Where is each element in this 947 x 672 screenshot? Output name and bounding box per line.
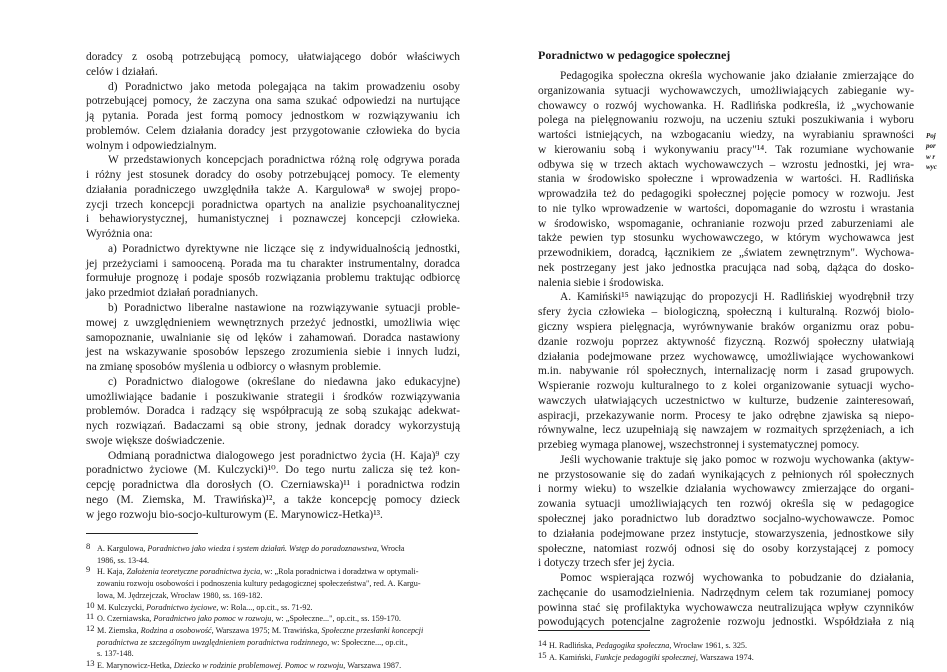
text-line: i dotyczy trzech sfer jej życia. [538,557,675,570]
text-line: zowania sytuacji umożliwiających ten rozwój określa się w pedagogice [538,498,914,511]
footnote-number: 12 [86,622,95,633]
footnote-text: , w: Społeczne..., op.cit., [327,637,408,647]
text-line: polega na pielęgnowaniu rozwoju, na uczeniu sztuki poszukiwania i wyboru [538,114,914,127]
footnote-title: Poradnictwo życiowe [146,602,217,612]
footnote-text: O. Czerniawska, [97,614,154,624]
text-line: w środowisko, wspomaganie, ochranianie rozwoju przed zaburzeniami ale [538,217,914,230]
footnote-text: M. Ziemska, [97,625,141,635]
footnote-title: Poradnictwo jako wiedza i system działań. Wstęp do poradoznawstwa [147,544,377,553]
footnote-text: , w: „Rola poradnictwa i doradztwa w optymali- [260,567,419,577]
footnote-text: zowaniu rozwoju osobowości i podnoszenia kultury pedagogicznej społeczeństwa", red. A. Kargu- [97,579,421,589]
text-line: wprowadziła też do pedagogiki społecznej pojęcie pomocy w rozwoju. Jest [538,188,914,201]
text-line: równywalne, lecz uzupełniają się nawzajem w rozmaitych sprzężeniach, a ich [538,424,914,437]
text-line: jej przeżyciami i samooceną. Porada ma tu charakter instrumentalny, doradca [86,257,460,270]
text-line: to nie tylko wprowadzenie w wartości, dopomaganie do wzrostu i wrastania [538,202,914,215]
footnote-text: A. Kamiński, [549,652,595,662]
text-line: W przedstawionych koncepcjach poradnictwa różną rolę odgrywa porada [108,154,460,167]
footnote-text: , Warszawa 1975; M. Trawińska, [211,625,322,635]
footnote-line [86,599,466,614]
footnote-line [538,640,918,652]
text-line: b) Poradnictwo liberalne nastawione na rozwiązywanie sytuacji proble- [108,302,460,315]
footnote-title: Funkcje pedagogiki społecznej [594,652,696,662]
text-line: ją pytania. Porada jest formą pomocy jednostkom w rozwiązywaniu ich [86,110,460,123]
text-line: wawczych ułatwiających uczestnictwo w kulturze, budzenie zainteresowań, [538,394,914,407]
footnote-number: 9 [86,564,91,575]
text-line: celów i działań. [86,65,158,78]
right-page-body-text [538,69,914,630]
text-line: i behawiorystycznej, humanistycznej i poznawczej koncepcji człowieka. [86,213,460,226]
footnote-line [86,566,466,578]
text-line: ne przystosowanie się do zadań wynikających z pełnionych ról społecznych [538,468,914,481]
footnote-line [86,555,466,567]
footnote-title: Rodzina a osobowość [140,625,212,635]
text-line: działania poradniczego uwzględniła także A. Kargulowa⁸ w swojej propo- [86,183,460,196]
text-line: poradnictwo życiowe (M. Kulczycki)¹⁰. Do tego nurtu zalicza się też kon- [86,464,460,477]
margin-note-line: por [926,142,936,151]
text-line: nek postrzegany jest jako jednostka pracująca nad sobą, dążąca do dosko- [538,261,914,274]
footnote-text: E. Marynowicz-Hetka, [97,661,174,671]
text-line: powinna stać się profilaktyka wychowawcza neutralizująca wpływ czynników [538,601,914,614]
text-line: formułuje prognozę i podaje sposób rozwiązania problemu traktując odbiorcę [86,272,460,285]
footnote-text: , Wrocław 1961, s. 325. [669,641,748,650]
footnote-text: 1986, ss. 13-44. [97,555,150,565]
footnote-title: Pedagogika społeczna [595,641,670,650]
footnote-number: 8 [86,541,91,551]
text-line: wolnym i odpowiedzialnym. [86,139,217,152]
text-line: problemów. Doradca i radzący się współpracują ze sobą szukając adekwat- [86,405,460,418]
text-line: odbywa się w trzech aktach wychowawczych – wzrostu jednostki, jej wra- [538,158,914,171]
right-page-footnotes [538,640,918,663]
footnote-text: s. 137-148. [97,649,134,659]
text-line: m.in. nabywanie ról społecznych, internalizację norm i zasad grupowych. [538,365,914,378]
text-line: Wspieranie rozwoju kulturalnego to z kolei organizowanie sytuacji wycho- [538,380,914,393]
text-line: jest na wskazywanie sposobów lepszego zrozumienia siebie i innych ludzi, [86,346,460,359]
text-line: i normy wieku) to wszelkie działania wychowawcy zmierzające do organi- [538,483,914,496]
text-line: społecznej jako poradnictwo lub doradztwo socjalno-wychowawcze. Pomoc [538,512,914,525]
margin-note-line: w r [926,152,936,161]
text-line: a) Poradnictwo dyrektywne nie liczące się z indywidualnością jednostki, [108,242,460,255]
text-line: na zmianę sposobów myślenia u odbiorcy o własnym problemie. [86,361,382,374]
text-line: dzanie rozwoju poprzez aktywność fizyczną. Rozwój społeczny ułatwiają [538,335,914,348]
footnote-line [86,613,466,625]
text-line: c) Poradnictwo dialogowe (określane do niedawna jako edukacyjne) [108,375,460,388]
text-line: powodujących potencjalne zagrożenie rozwoju jednostki. Współdziała z nią [538,616,914,629]
text-line: w jego rozwoju bio-socjo-kulturowym (E. Marynowicz-Hetka)¹³. [86,508,383,521]
footnote-text: M. Kulczycki, [97,602,147,612]
text-line: umożliwiające badanie i poszukiwanie strategii i środków rozwiązywania [86,390,460,403]
text-line: stania w środowisko społeczne i wprowadzenia w wartości. H. Radlińska [538,173,914,186]
text-line: społeczne, natomiast rozwój odnosi się do osoby korzystającej z pomocy [538,542,914,555]
text-line: to działania podejmowane przez instytucje, stowarzyszenia, jednostkowe siły [538,527,914,540]
text-line: A. Kamiński¹⁵ nawiązując do propozycji H. Radlińskiej wyodrębnił trzy [560,291,914,304]
text-line: sfery życia człowieka – biologiczną, społeczną i kulturalną. Rozwój biolo- [538,306,914,319]
footnote-number: 13 [86,658,95,669]
footnote-line [86,590,466,602]
text-line: Jeśli wychowanie traktuje się jako pomoc w rozwoju wychowanka (aktyw- [560,453,914,466]
text-line: nych rozwiązań. Badaczami są obie strony, jednak doradcy wykorzystują [86,420,460,433]
text-line: przebieg wymaga planowej, wszechstronnej i systematycznej pomocy. [538,439,860,452]
text-line: swoje większe doświadczenie. [86,434,225,447]
text-line: potrzebującej pomocy, że zaczyna ona sama szukać odpowiedzi na nurtujące [86,95,460,108]
text-line: problemów. Celem działania doradcy jest przygotowanie człowieka do bycia [86,124,460,137]
text-line: organizowania sytuacji wychowawczych, umożliwiających zabieganie wy- [538,84,914,97]
footnote-text: , Warszawa 1987. [343,661,402,671]
text-line: d) Poradnictwo jako metoda polegająca na takim prowadzeniu osoby [108,80,460,93]
footnote-text: , Wrocła [376,544,405,553]
text-line: wartości istniejących, na wzbogacaniu wiedzy, na wyrabianiu sprawności [538,129,914,142]
footnote-line [86,578,466,590]
text-line: aspiracji, przekazywanie norm. Procesy te jako odrębne zjawiska są niepo- [538,409,914,422]
footnote-title: Dziecko w rodzinie problemowej. Pomoc w rozwoju [173,661,344,671]
footnote-text: lowa, M. Jędrzejczak, Wrocław 1980, ss. 169-182. [97,590,263,600]
footnote-line [86,622,466,637]
text-line: Pedagogika społeczna określa wychowanie jako działanie zmierzające do [560,70,914,82]
text-line: i różny jest stosunek doradcy do osoby potrzebującej pomocy. Te elementy [86,169,460,182]
footnote-line [86,637,466,649]
text-line: działania podejmowane przez wychowawcę, umożliwiające wychowankowi [538,350,914,363]
text-line: nego (M. Ziemska, M. Trawińska)¹², a także koncepcję pomocy dzieck [86,493,460,506]
footnote-text: , Warszawa 1974. [695,652,754,662]
text-line: Wyróżnia ona: [86,228,153,241]
footnote-divider [86,533,198,534]
text-line: przewodnikiem, doradcą, łącznikiem ze „światem zewnętrznym". Wychowa- [538,247,914,260]
footnote-divider [538,630,650,631]
text-line: doradcy z osobą potrzebującą pomocy, ułatwiającego dobór właściwych [86,51,460,63]
text-line: cepcję poradnictwa dla dorosłych (O. Czerniawska)¹¹ i poradnictwa rodzin [86,479,460,492]
footnote-title: Społeczne przesłanki koncepcji [321,625,424,635]
left-page-body-text [86,50,460,523]
margin-note-line: Poj [926,132,936,140]
footnote-number: 10 [86,599,95,610]
text-line: zycji trzech koncepcji poradnictwa opartych na analizie psychoanalitycznej [86,198,460,211]
text-line: także pewien typ stosunku wychowawczego, w którym wychowawca jest [538,232,914,245]
text-line: Pomoc wspierająca rozwój wychowanka to pobudzanie do działania, [560,572,914,585]
margin-note [926,131,937,172]
footnote-text: A. Kargulowa, [97,544,148,553]
margin-note-line: wyc [926,162,937,171]
footnote-number: 15 [538,649,547,660]
footnote-title: Założenia teoretyczne poradnictwa życia [126,567,261,577]
text-line: jako przedmiot działań poradnianych. [86,287,259,300]
text-line: giczny wspiera pielęgnacja, wyrównywanie braków organizmu oraz pobu- [538,321,914,334]
footnote-number: 11 [86,611,95,622]
text-line: mowej z uwzględnieniem wewnętrznych przeżyć jednostki, umożliwia więc [86,316,460,329]
text-line: Odmianą poradnictwa dialogowego jest poradnictwo życia (H. Kaja)⁹ czy [108,449,460,462]
footnote-line [86,648,466,660]
footnote-number: 14 [538,638,547,648]
text-line: nalenia siebie i środowiska. [538,276,664,289]
text-line: chowawcy o rozwój wychowanka. H. Radlińska podkreśla, iż „wychowanie [538,99,914,112]
text-line: w kierowaniu sobą i wykonywaniu pracy"¹⁴. Tak rozumiane wychowanie [538,143,914,156]
footnote-line [538,649,918,664]
footnote-line [86,543,466,555]
text-line: zachęcanie do usamodzielnienia. Nadrzędnym celem tak rozumianej pomocy [538,586,914,599]
text-line: samopoznanie, uwalnianie się od lęków i zahamowań. Doradca nastawiony [86,331,460,344]
footnote-text: , w: Rola..., op.cit., ss. 71-92. [216,602,313,612]
footnote-title: poradnictwa ze szczególnym uwzględnieniem poradnictwa rodzinnego [97,637,328,647]
footnote-text: H. Radlińska, [549,641,596,650]
footnote-text: , w: „Społeczne...", op.cit., ss. 159-170. [271,614,401,624]
left-page-footnotes [86,543,466,672]
section-heading: Poradnictwo w pedagogice społecznej [538,48,731,62]
footnote-text: H. Kaja, [97,567,127,577]
footnote-title: Poradnictwo jako pomoc w rozwoju [153,614,272,624]
